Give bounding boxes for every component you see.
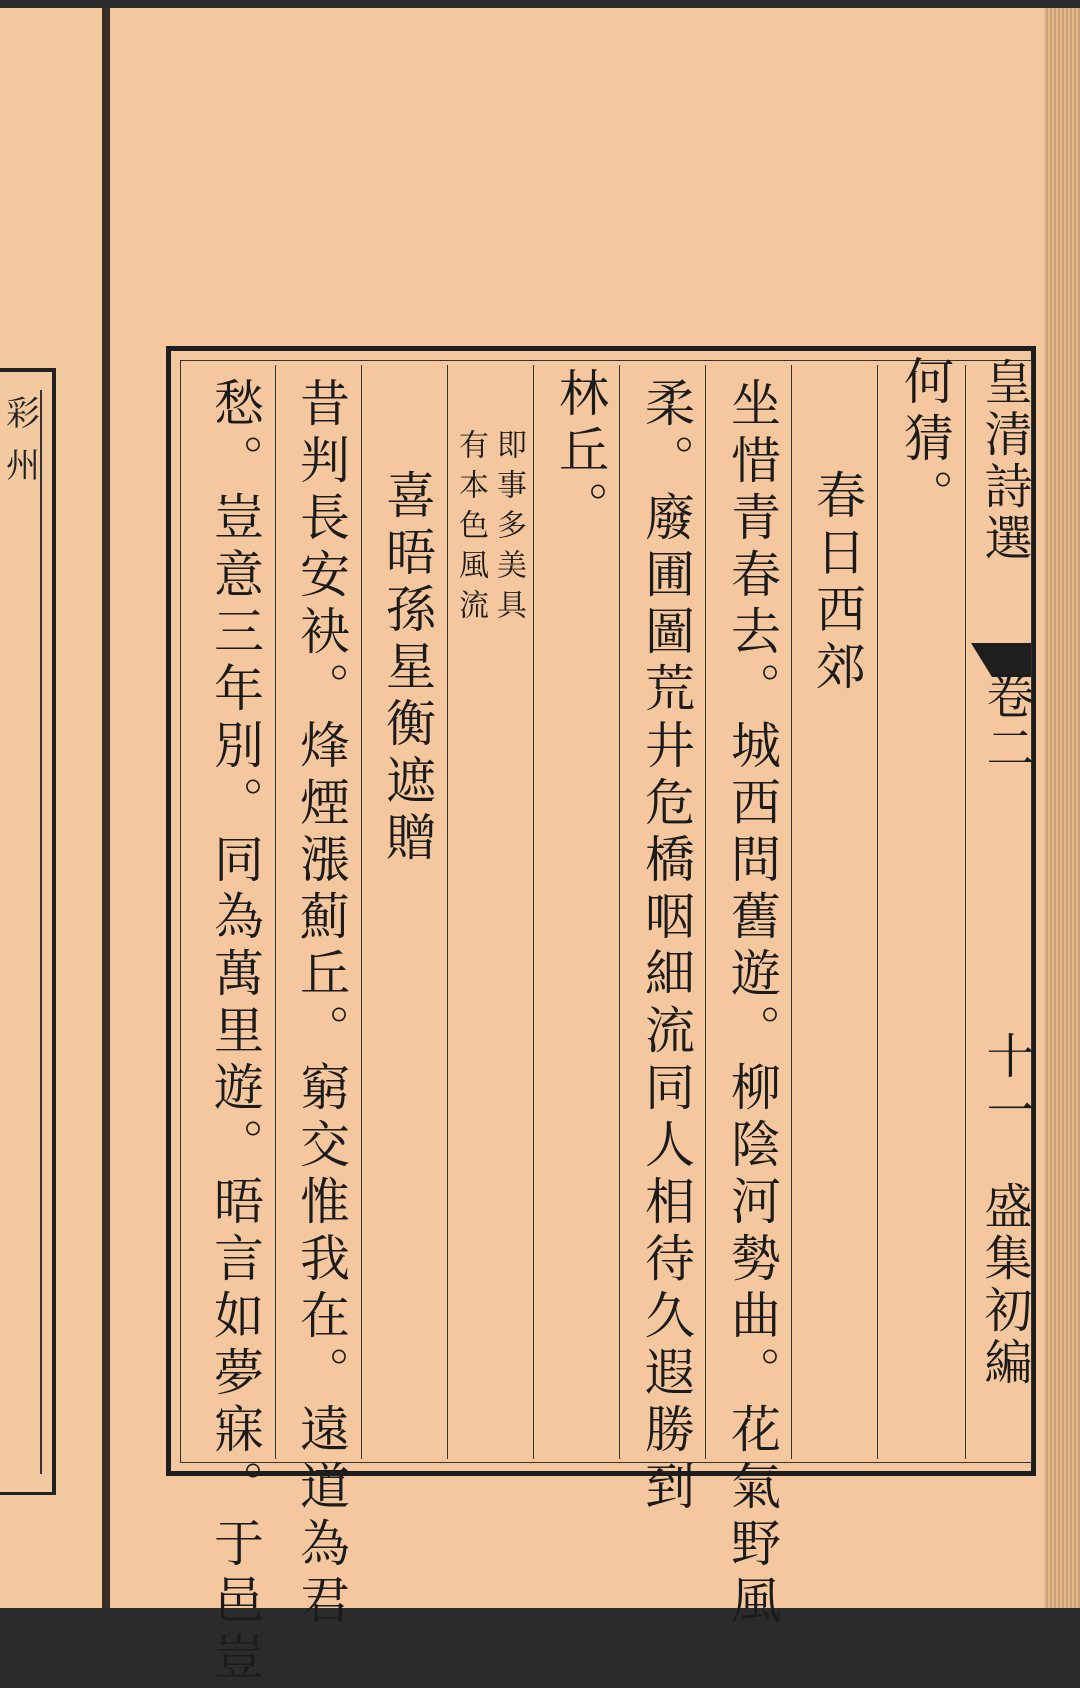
book-gutter <box>102 8 110 1608</box>
page-number: 十一 <box>978 1031 1034 1139</box>
left-page-glyph: 州 <box>6 446 40 486</box>
left-page-glyph: 彩 <box>6 394 40 434</box>
text-frame <box>166 346 1036 1688</box>
margin-title: 皇清詩選 <box>976 357 1032 565</box>
juan-label: 卷二 <box>978 671 1034 775</box>
series-label: 盛集初編 <box>976 1181 1032 1389</box>
commentary-left: 有本色風流 <box>453 429 488 629</box>
text-column-1: 何猜。 <box>896 355 954 526</box>
text-column-5: 林丘。 <box>551 367 609 538</box>
poem-title: 春日西郊 <box>808 469 866 697</box>
text-column-3: 坐惜青春去。城西問舊遊。柳陰河勢曲。花氣野風 <box>723 377 781 1631</box>
left-page <box>0 8 102 1608</box>
poem-title: 喜晤孫星衡遮贈 <box>378 469 436 868</box>
text-column-9: 愁。豈意三年別。同為萬里遊。晤言如夢寐。于邑豈 <box>206 377 264 1688</box>
text-column-4: 柔。廢圃圖荒井危橋咽細流同人相待久遐勝到 <box>637 377 695 1517</box>
commentary-right: 即事多美具 <box>491 429 526 629</box>
left-page-frame <box>0 368 56 1495</box>
text-column-8: 昔判長安袂。烽煙漲薊丘。窮交惟我在。遠道為君 <box>292 377 350 1631</box>
page-edge <box>1044 8 1080 1608</box>
